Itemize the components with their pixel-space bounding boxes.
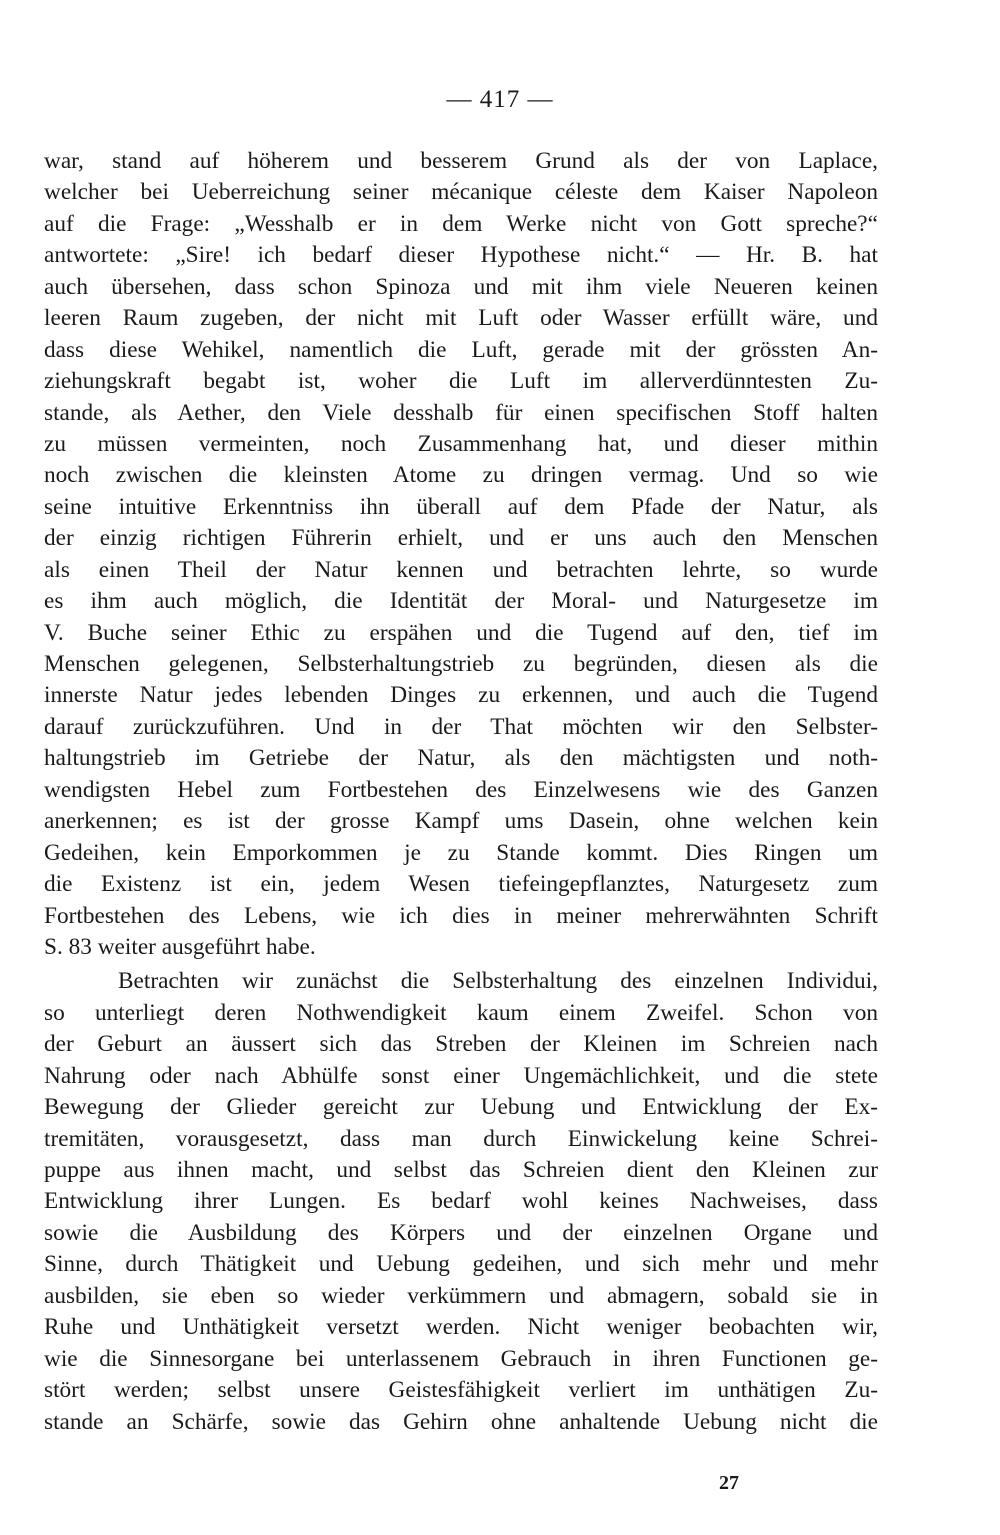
text-line: es ihm auch möglich, die Identität der Moral- und Naturgesetze im [44,588,878,615]
text-line: darauf zurückzuführen. Und in der That möchten wir den Selbster- [44,713,878,740]
text-line: Nahrung oder nach Abhülfe sonst einer Ungemächlichkeit, und die stete [44,1062,878,1089]
text-line: stört werden; selbst unsere Geistesfähigkeit verliert im unthätigen Zu- [44,1377,878,1404]
text-line: auf die Frage: „Wesshalb er in dem Werke nicht von Gott spreche?“ [44,210,878,237]
text-line: Menschen gelegenen, Selbsterhaltungstrieb zu begründen, diesen als die [44,651,878,677]
page-number: — 417 — [446,86,554,113]
text-line: anerkennen; es ist der grosse Kampf ums Dasein, ohne welchen kein [44,808,878,835]
text-line: Bewegung der Glieder gereicht zur Uebung und Entwicklung der Ex- [44,1094,878,1121]
text-line: Sinne, durch Thätigkeit und Uebung gedeihen, und sich mehr und mehr [44,1251,878,1278]
text-line: Ruhe und Unthätigkeit versetzt werden. Nicht weniger beobachten wir, [44,1314,878,1341]
text-line: wie die Sinnesorgane bei unterlassenem Gebrauch in ihren Functionen ge- [44,1345,878,1372]
text-line: S. 83 weiter ausgeführt habe. [44,933,316,960]
text-line: seine intuitive Erkenntniss ihn überall auf dem Pfade der Natur, als [44,493,878,520]
text-line: dass diese Wehikel, namentlich die Luft, gerade mit der grössten An- [44,336,878,363]
paragraph-2 [44,966,878,1438]
text-line: als einen Theil der Natur kennen und betrachten lehrte, so wurde [44,556,878,583]
text-line: Fortbestehen des Lebens, wie ich dies in meiner mehrerwähnten Schrift [44,902,878,929]
text-line: ziehungskraft begabt ist, woher die Luft im allerverdünntesten Zu- [44,368,878,395]
paragraph-1 [44,146,878,963]
text-line: wendigsten Hebel zum Fortbestehen des Einzelwesens wie des Ganzen [44,776,878,803]
text-line: innerste Natur jedes lebenden Dinges zu erkennen, und auch die Tugend [44,682,878,709]
text-line: leeren Raum zugeben, der nicht mit Luft oder Wasser erfüllt wäre, und [44,305,878,332]
text-line: puppe aus ihnen macht, und selbst das Schreien dient den Kleinen zur [44,1157,878,1183]
text-line: der einzig richtigen Führerin erhielt, und er uns auch den Menschen [44,525,878,552]
text-line: der Geburt an äussert sich das Streben der Kleinen im Schreien nach [44,1031,878,1058]
text-line: stande, als Aether, den Viele desshalb für einen specifischen Stoff halten [44,399,878,426]
text-line: war, stand auf höherem und besserem Grund als der von Laplace, [44,148,878,174]
text-line: Gedeihen, kein Emporkommen je zu Stande kommt. Dies Ringen um [44,839,878,866]
text-line: noch zwischen die kleinsten Atome zu dringen vermag. Und so wie [44,462,878,489]
text-line: antwortete: „Sire! ich bedarf dieser Hypothese nicht.“ — Hr. B. hat [44,242,878,269]
text-line: so unterliegt deren Nothwendigkeit kaum einem Zweifel. Schon von [44,999,878,1026]
body-text [44,146,878,1438]
text-line: V. Buche seiner Ethic zu erspähen und die Tugend auf den, tief im [44,619,878,646]
text-line: welcher bei Ueberreichung seiner mécanique céleste dem Kaiser Napoleon [44,179,878,206]
signature-mark: 27 [719,1472,739,1494]
text-line: auch übersehen, dass schon Spinoza und mit ihm viele Neueren keinen [44,273,878,300]
text-line: zu müssen vermeinten, noch Zusammenhang hat, und dieser mithin [44,430,878,457]
text-line: Entwicklung ihrer Lungen. Es bedarf wohl keines Nachweises, dass [44,1188,878,1215]
text-line: stande an Schärfe, sowie das Gehirn ohne anhaltende Uebung nicht die [44,1408,878,1435]
text-line: tremitäten, vorausgesetzt, dass man durch Einwickelung keine Schrei- [44,1125,878,1152]
text-line: sowie die Ausbildung des Körpers und der einzelnen Organe und [44,1219,878,1246]
text-line: haltungstrieb im Getriebe der Natur, als den mächtigsten und noth- [44,745,878,772]
text-line: die Existenz ist ein, jedem Wesen tiefeingepflanztes, Naturgesetz zum [44,871,878,898]
text-line: Betrachten wir zunächst die Selbsterhaltung des einzelnen Individui, [118,968,878,995]
text-line: ausbilden, sie eben so wieder verkümmern und abmagern, sobald sie in [44,1282,878,1309]
